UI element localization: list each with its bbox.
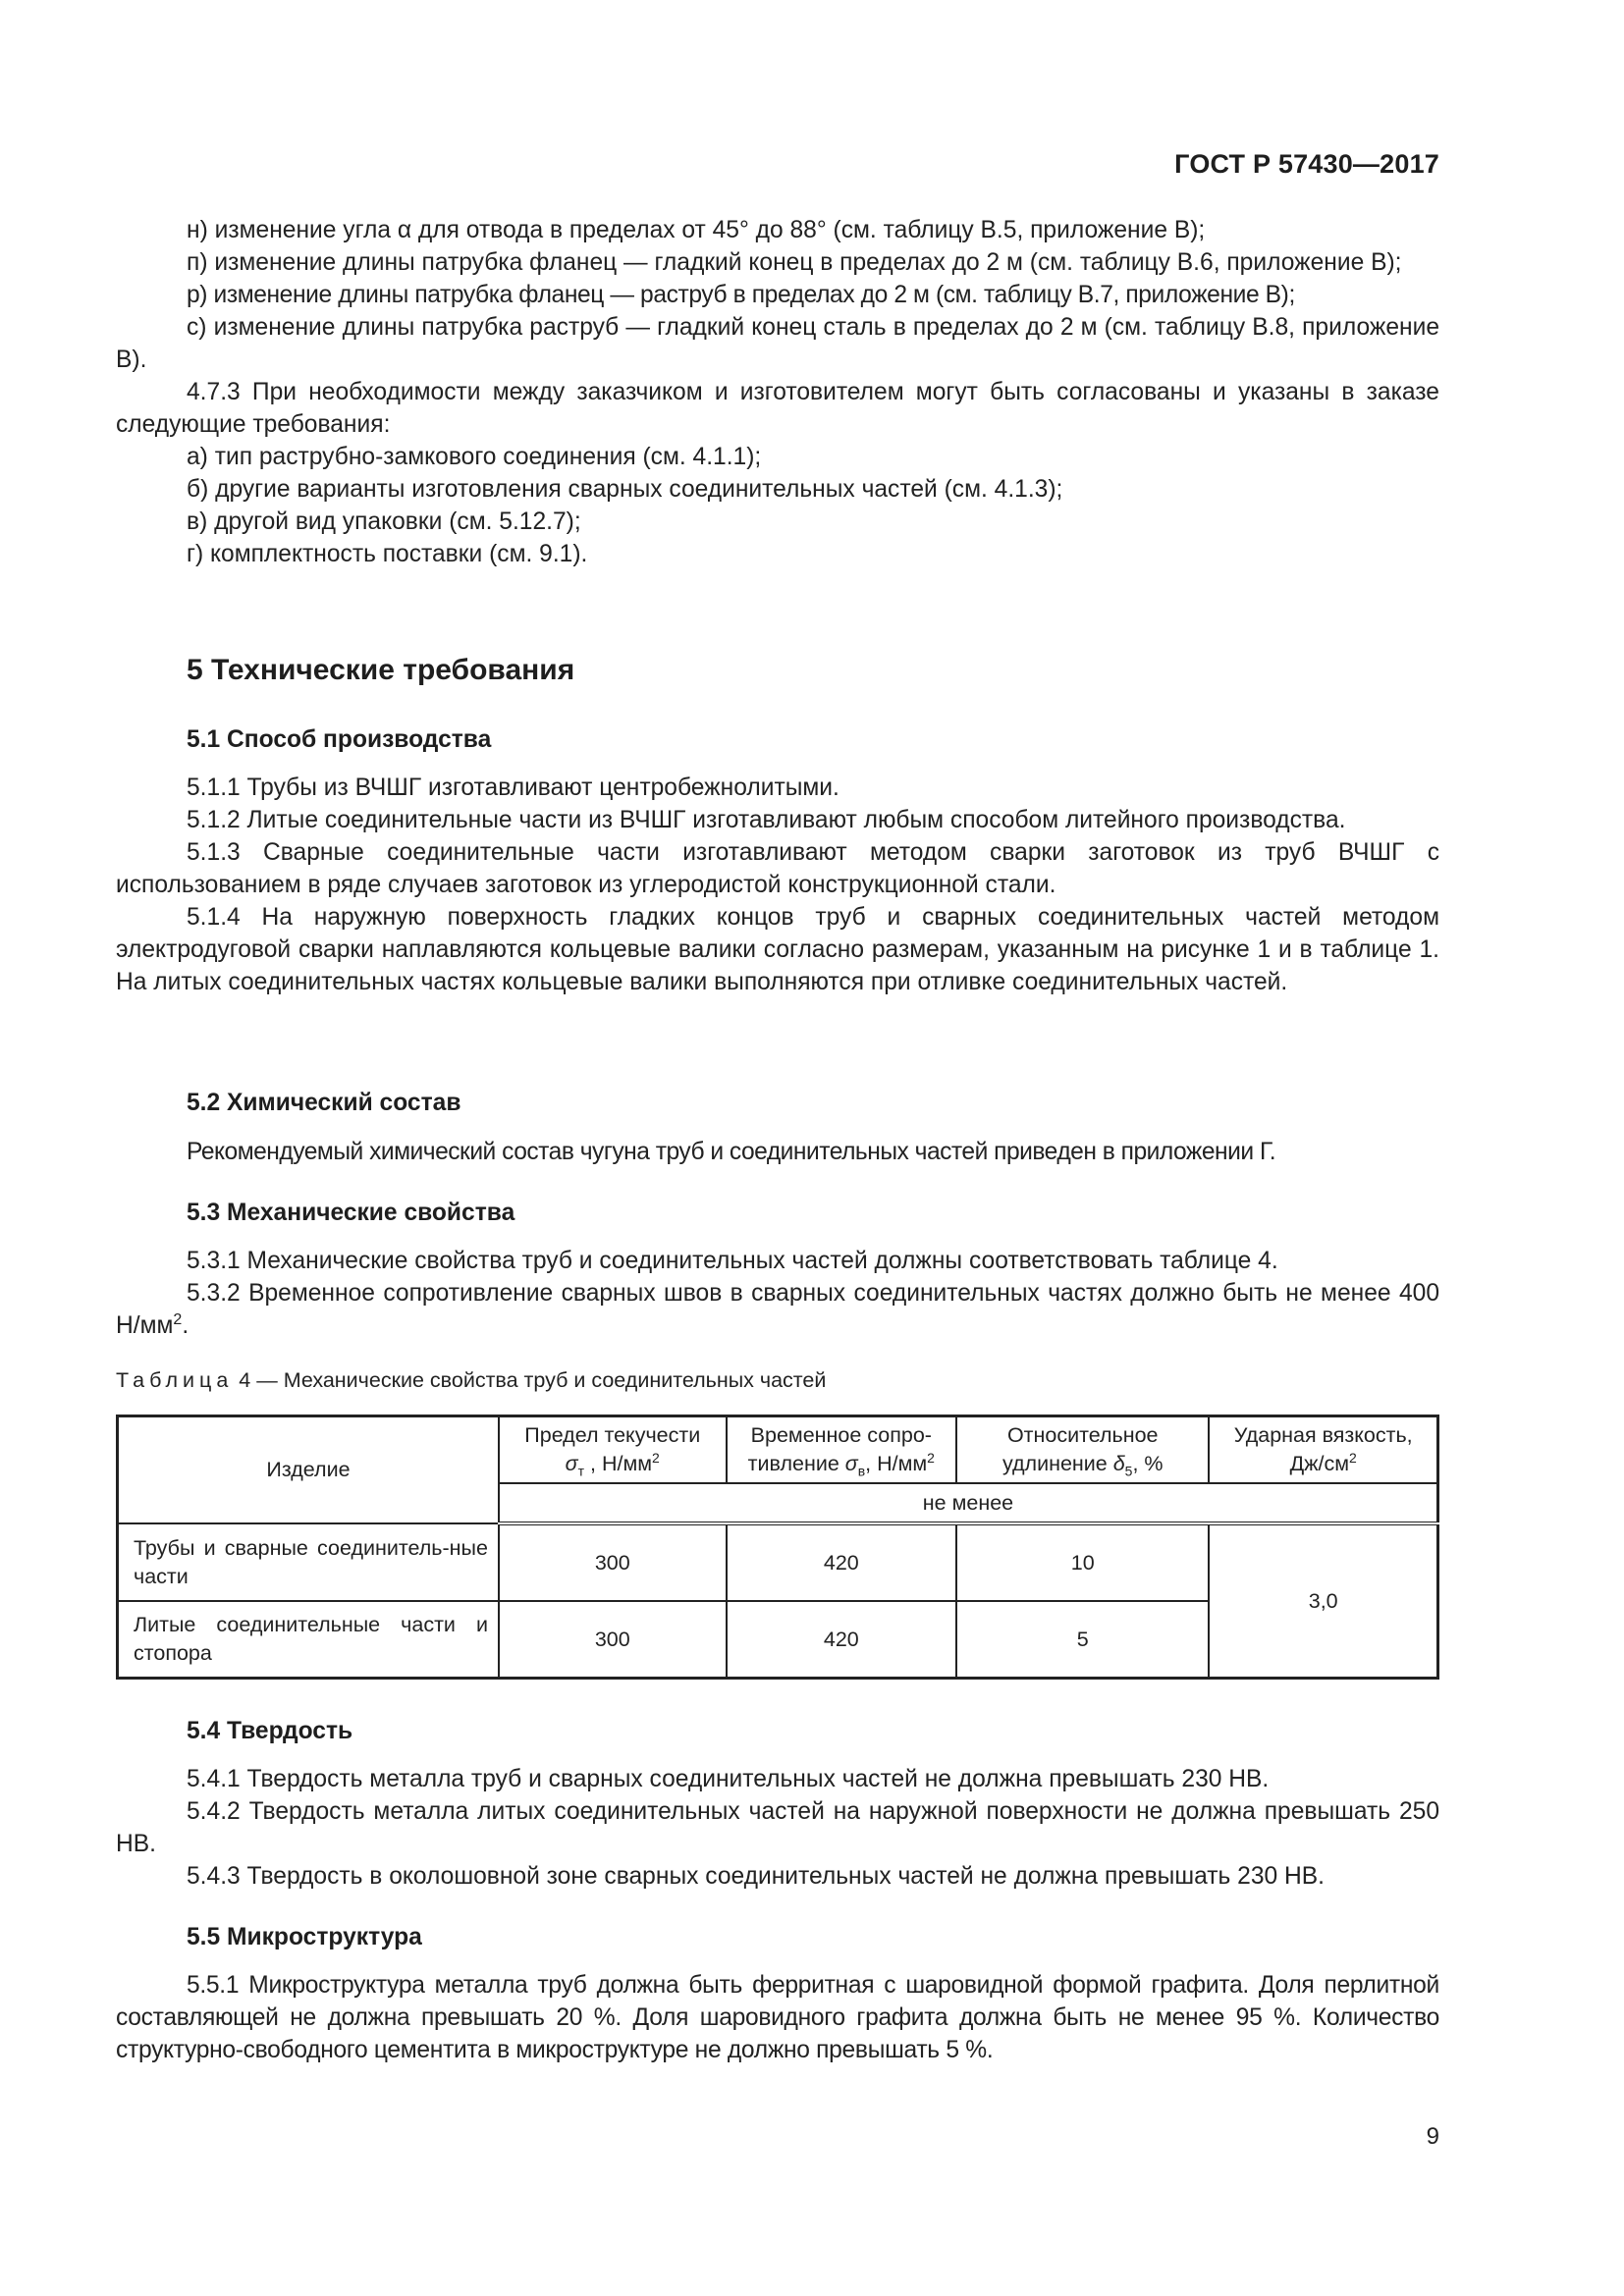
header-impact-toughness — [1209, 1416, 1437, 1484]
section-5-4-body — [116, 1763, 1439, 1893]
sigma-symbol: σ — [844, 1452, 858, 1475]
header-text: Относительное — [1006, 1423, 1159, 1447]
list-item-v: в) другой вид упаковки (см. 5.12.7); — [187, 508, 581, 535]
paragraph-5-5-1: 5.5.1 Микроструктура металла труб должна быть ферритная с шаровидной формой графита. Доля перлитной составляющей не должна превышать 20 %. Доля шаровидного графита должна быть не менее 95 %. Количество структурно-свободного цементита в микроструктуре не должно превышать 5 %. — [116, 1972, 1439, 2063]
cell-yield: 300 — [499, 1523, 727, 1601]
superscript: 2 — [173, 1310, 183, 1328]
section-5-title: 5 Технические требования — [187, 654, 575, 686]
list-item-a: а) тип раструбно-замкового соединения (см. 4.1.1); — [187, 444, 762, 470]
cell-impact-shared: 3,0 — [1209, 1523, 1437, 1679]
paragraph-5-4-1: 5.4.1 Твердость металла труб и сварных соединительных частей не должна превышать 230 НВ. — [187, 1766, 1270, 1792]
list-item-r: р) изменение длины патрубка фланец — раструб в пределах до 2 м (см. таблицу В.7, приложение В); — [187, 282, 1295, 308]
section-5-3-body — [116, 1245, 1439, 1342]
header-item: Изделие — [118, 1416, 499, 1524]
section-5-2-title: 5.2 Химический состав — [187, 1090, 461, 1116]
header-text: Временное сопро- — [750, 1423, 932, 1447]
list-item-p: п) изменение длины патрубка фланец — гладкий конец в пределах до 2 м (см. таблицу В.6, приложение В); — [187, 249, 1402, 276]
table-4-mechanical-properties — [116, 1415, 1439, 1680]
superscript: 2 — [1349, 1449, 1357, 1466]
cell-elongation: 5 — [956, 1601, 1209, 1679]
cell-tensile: 420 — [727, 1523, 957, 1601]
table-row — [118, 1523, 1438, 1601]
header-text: удлинение — [1001, 1452, 1113, 1475]
section-5-1-body — [116, 772, 1439, 998]
cell-elongation: 10 — [956, 1523, 1209, 1601]
header-elongation — [956, 1416, 1209, 1484]
list-item-n: н) изменение угла α для отвода в пределах от 45° до 88° (см. таблицу В.5, приложение В); — [187, 217, 1206, 243]
table-header-row — [118, 1416, 1438, 1484]
paragraph-5-4-2: 5.4.2 Твердость металла литых соединительных частей на наружной поверхности не должна превышать 250 НВ. — [116, 1798, 1439, 1857]
header-tensile-strength — [727, 1416, 957, 1484]
paragraph-5-2: Рекомендуемый химический состав чугуна труб и соединительных частей приведен в приложении Г. — [187, 1139, 1276, 1165]
section-5-4-title: 5.4 Твердость — [187, 1718, 353, 1744]
section-5-2-body — [116, 1136, 1439, 1168]
punctuation: . — [182, 1312, 189, 1339]
paragraph-5-1-2: 5.1.2 Литые соединительные части из ВЧШГ изготавливают любым способом литейного производства. — [187, 807, 1346, 833]
subscript: в — [857, 1463, 866, 1479]
unit: , Н/мм — [865, 1452, 928, 1475]
page-number: 9 — [1426, 2123, 1439, 2150]
list-item-b: б) другие варианты изготовления сварных соединительных частей (см. 4.1.3); — [187, 476, 1063, 503]
cell-yield: 300 — [499, 1601, 727, 1679]
document-id-header: ГОСТ Р 57430—2017 — [1174, 149, 1439, 179]
header-text: Предел текучести — [524, 1423, 701, 1447]
cell-tensile: 420 — [727, 1601, 957, 1679]
subscript: 5 — [1124, 1463, 1133, 1479]
paragraph-5-3-2-text: 5.3.2 Временное сопротивление сварных швов в сварных соединительных частях должно быть не менее 400 Н/мм — [116, 1280, 1439, 1339]
delta-symbol: δ — [1112, 1452, 1125, 1475]
paragraph-5-3-2 — [116, 1277, 1439, 1342]
paragraph-5-3-1: 5.3.1 Механические свойства труб и соединительных частей должны соответствовать таблице 4. — [187, 1248, 1278, 1274]
list-item-s: с) изменение длины патрубка раструб — гладкий конец сталь в пределах до 2 м (см. таблицу В.8, приложение В). — [116, 314, 1439, 373]
list-item-g: г) комплектность поставки (см. 9.1). — [187, 541, 588, 567]
subheader-min: не менее — [499, 1483, 1438, 1523]
caption-text: 4 — Механические свойства труб и соединительных частей — [233, 1368, 827, 1392]
paragraph-5-1-4: 5.1.4 На наружную поверхность гладких концов труб и сварных соединительных частей методом электродуговой сварки наплавляются кольцевые валики согласно размерам, указанным на рисунке 1 и в таблице 1. На литых соединительных частях кольцевые валики выполняются при отливке соединительных частей. — [116, 904, 1439, 995]
subscript: т — [577, 1463, 585, 1479]
header-yield-strength — [499, 1416, 727, 1484]
paragraph-5-1-1: 5.1.1 Трубы из ВЧШГ изготавливают центробежнолитыми. — [187, 774, 839, 801]
paragraph-5-4-3: 5.4.3 Твердость в околошовной зоне сварных соединительных частей не должна превышать 230 НВ. — [187, 1863, 1326, 1890]
superscript: 2 — [927, 1449, 935, 1466]
table-4-caption — [116, 1368, 1439, 1393]
sigma-symbol: σ — [565, 1452, 578, 1475]
unit: Дж/см — [1289, 1452, 1350, 1475]
section-5-3-title: 5.3 Механические свойства — [187, 1200, 515, 1226]
cell-item: Литые соединительные части и стопора — [118, 1601, 499, 1679]
header-text: Ударная вязкость, — [1233, 1423, 1413, 1447]
unit: , Н/мм — [584, 1452, 653, 1475]
paragraph-5-1-3: 5.1.3 Сварные соединительные части изготавливают методом сварки заготовок из труб ВЧШГ с использованием в ряде случаев заготовок из углеродистой конструкционной стали. — [116, 839, 1439, 898]
header-text: тивление — [747, 1452, 845, 1475]
section-5-5-title: 5.5 Микроструктура — [187, 1924, 422, 1950]
superscript: 2 — [652, 1449, 660, 1466]
unit: , % — [1132, 1452, 1164, 1475]
paragraph-4-7-3: 4.7.3 При необходимости между заказчиком и изготовителем могут быть согласованы и указаны в заказе следующие требования: — [116, 379, 1439, 438]
intro-list — [116, 214, 1439, 570]
cell-item: Трубы и сварные соединитель-ные части — [118, 1523, 499, 1601]
caption-prefix: Таблица — [116, 1368, 234, 1392]
section-5-5-body — [116, 1969, 1439, 2066]
section-5-1-title: 5.1 Способ производства — [187, 726, 492, 753]
